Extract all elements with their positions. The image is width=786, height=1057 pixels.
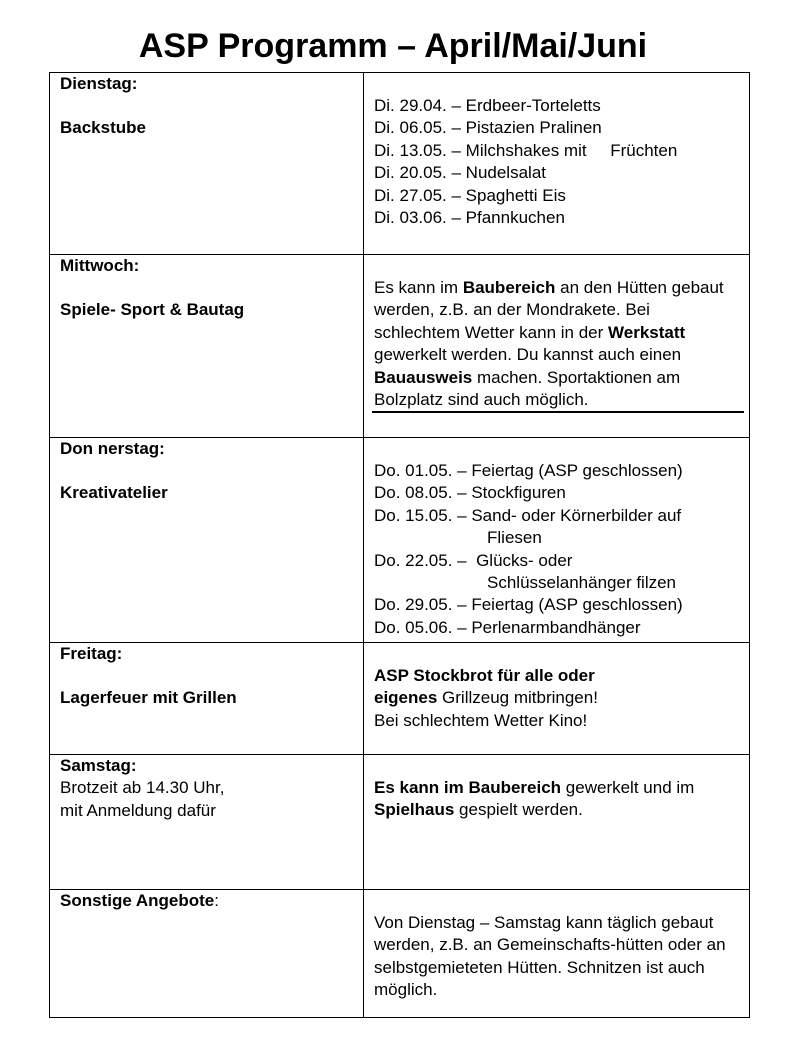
activity-line: Do. 15.05. – Sand- oder Körnerbilder auf [374,505,682,525]
activity-cell [364,255,750,438]
activity-line: Di. 13.05. – Milchshakes mit Früchten [374,140,678,160]
text-segment: machen. Sportaktionen am Bolzplatz sind auch möglich. [374,367,681,410]
theme-label: Spiele- Sport & Bautag [60,300,245,320]
text-segment: gewerkelt werden. Du kannst auch einen [374,345,682,365]
day-label: Samstag: [60,756,137,775]
underline-rule [372,411,744,413]
day-label: Sonstige Angebote [60,891,215,910]
table-row [50,890,750,1018]
bold-segment: Bauausweis [374,367,473,387]
bold-segment: ASP Stockbrot für alle oder eigenes [374,666,595,708]
activity-cell [364,755,750,890]
table-row [50,255,750,438]
day-label: Don nerstag: [60,439,165,458]
text-segment: Grillzeug mitbringen! [437,688,598,708]
bold-segment: Spielhaus [374,800,455,820]
day-cell [50,755,364,890]
theme-label: Lagerfeuer mit Grillen [60,688,237,708]
text-segment: gespielt werden. [454,800,583,820]
activity-line: Do. 08.05. – Stockfiguren [374,483,566,503]
day-cell [50,73,364,255]
day-label: Mittwoch: [60,256,140,275]
day-label-suffix: : [214,891,219,910]
activity-text [374,277,739,411]
activity-line: Do. 05.06. – Perlenarmbandhänger [374,617,641,637]
day-label-wrap [60,890,353,912]
table-row [50,73,750,255]
activity-line: Di. 03.06. – Pfannkuchen [374,208,565,228]
table-row [50,643,750,755]
program-table [49,72,750,1018]
day-label: Dienstag: [60,74,138,93]
activity-line: Di. 20.05. – Nudelsalat [374,163,546,183]
day-cell [50,438,364,643]
info-line: mit Anmeldung dafür [60,800,216,820]
activity-cell [364,890,750,1018]
activity-line: Di. 29.04. – Erdbeer-Torteletts [374,96,601,115]
day-label: Freitag: [60,644,123,663]
day-cell [50,890,364,1018]
activity-line: Do. 29.05. – Feiertag (ASP geschlossen) [374,595,683,615]
activity-line: Fliesen [487,528,542,548]
text-segment: Es kann im [374,278,463,297]
activity-line: Schlüsselanhänger filzen [487,573,677,593]
info-line: Brotzeit ab 14.30 Uhr, [60,778,225,798]
table-row [50,438,750,643]
bold-segment: Es kann im Baubereich [374,778,562,797]
day-cell [50,643,364,755]
activity-line: Do. 01.05. – Feiertag (ASP geschlossen) [374,461,683,480]
activity-line: Di. 06.05. – Pistazien Pralinen [374,118,602,138]
page-title: ASP Programm – April/Mai/Juni [138,27,648,65]
activity-cell [364,73,750,255]
activity-line: Di. 27.05. – Spaghetti Eis [374,185,566,205]
activity-cell [364,438,750,643]
day-cell [50,255,364,438]
text-segment: gewerkelt und im [561,778,695,797]
theme-label: Kreativatelier [60,483,168,503]
activity-text: Von Dienstag – Samstag kann täglich gebaut werden, z.B. an Gemeinschafts-hütten oder an selbstgemieteten Hütten. Schnitzen ist auch möglich. [374,913,726,1000]
bold-segment: Baubereich [462,278,556,297]
table-row [50,755,750,890]
activity-text [374,777,724,822]
bold-segment: Werkstatt [608,322,686,342]
activity-line: Bei schlechtem Wetter Kino! [374,710,588,730]
activity-text [374,665,644,710]
text-segment: an den Hütten gebaut werden, z.B. an der Mondrakete. Bei schlechtem Wetter kann in der [374,278,724,342]
theme-label: Backstube [60,118,146,138]
activity-line: Do. 22.05. – Glücks- oder [374,550,573,570]
activity-cell [364,643,750,755]
